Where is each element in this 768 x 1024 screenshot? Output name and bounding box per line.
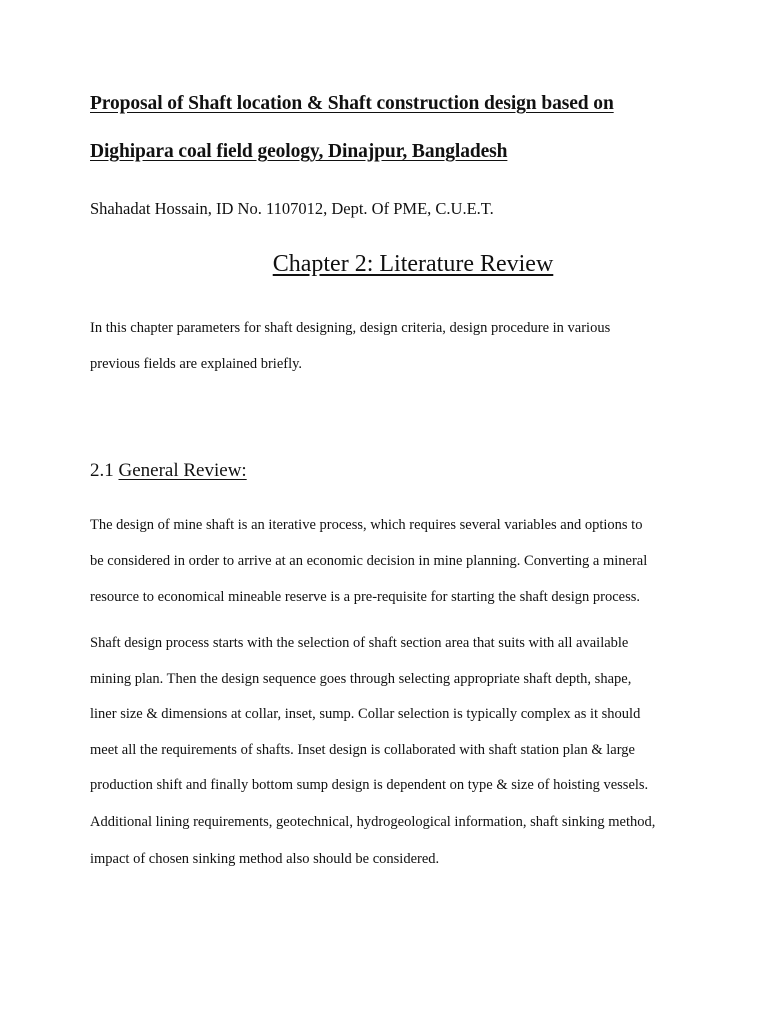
paragraph-1-line-2: be considered in order to arrive at an economic decision in mine planning. Converting a mineral [90,553,648,569]
chapter-heading: Chapter 2: Literature Review [272,251,554,277]
document-title-line-1: Proposal of Shaft location & Shaft construction design based on [90,93,614,114]
paragraph-1-line-1: The design of mine shaft is an iterative process, which requires several variables and options to [90,517,643,533]
paragraph-2-line-2: mining plan. Then the design sequence goes through selecting appropriate shaft depth, shape, [90,671,632,687]
section-number: 2.1 [90,460,114,481]
paragraph-1-line-3: resource to economical mineable reserve is a pre-requisite for starting the shaft design process. [90,589,640,605]
paragraph-2-line-3: liner size & dimensions at collar, inset, sump. Collar selection is typically complex as it should [90,706,641,722]
paragraph-2-line-1: Shaft design process starts with the selection of shaft section area that suits with all available [90,635,629,651]
section-heading [90,460,247,482]
document-title-line-2: Dighipara coal field geology, Dinajpur, Bangladesh [90,141,508,162]
paragraph-2-line-7: impact of chosen sinking method also should be considered. [90,851,440,867]
section-title: General Review: [118,460,247,481]
paragraph-2-line-4: meet all the requirements of shafts. Inset design is collaborated with shaft station plan & large [90,742,635,758]
author-line: Shahadat Hossain, ID No. 1107012, Dept. Of PME, C.U.E.T. [90,199,494,218]
intro-line-1: In this chapter parameters for shaft designing, design criteria, design procedure in various [90,320,611,336]
intro-line-2: previous fields are explained briefly. [90,356,303,372]
paragraph-2-line-6: Additional lining requirements, geotechnical, hydrogeological information, shaft sinking method, [90,814,656,830]
paragraph-2-line-5: production shift and finally bottom sump design is dependent on type & size of hoisting vessels. [90,777,649,793]
